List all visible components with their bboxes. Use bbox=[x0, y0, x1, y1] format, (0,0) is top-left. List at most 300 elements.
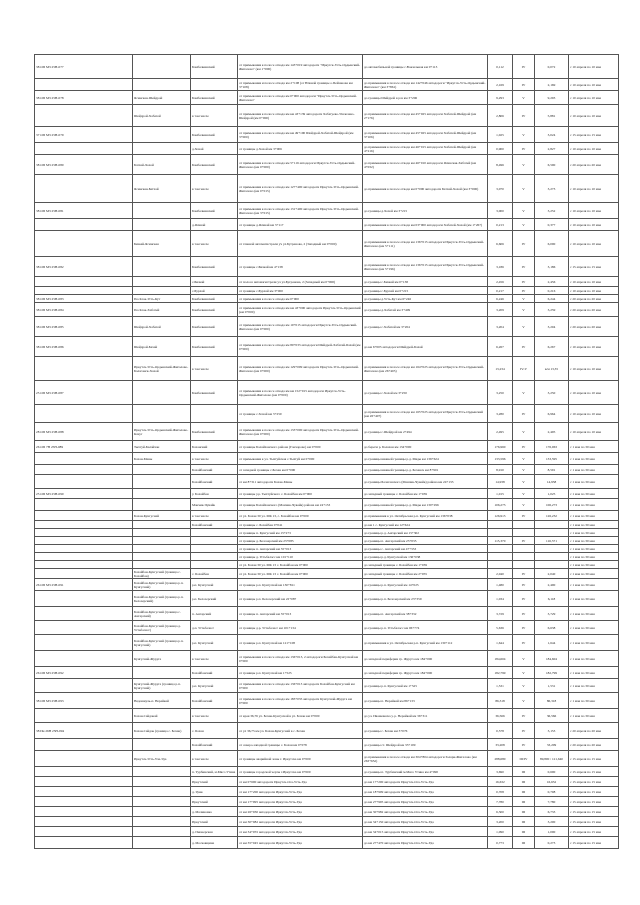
length-cell: 5,636 bbox=[488, 621, 513, 635]
road-id-cell: 38 ОП МЗ 25Н-082 bbox=[35, 257, 133, 277]
district-cell bbox=[191, 553, 238, 561]
road-name-cell bbox=[133, 837, 191, 849]
table-row bbox=[35, 591, 619, 607]
length-cell: 2,169 bbox=[488, 79, 513, 91]
length-cell: 0,217 bbox=[488, 287, 513, 295]
road-name-cell: Бохайбан-Кунгуснай (граница р.п. Белозерский) bbox=[133, 591, 191, 607]
district-cell: р.п. Белозерский bbox=[191, 591, 238, 607]
length-cell bbox=[488, 561, 513, 569]
road-name-cell: Бохайбан-Кунгуснай (граница д. Устьбаласс) bbox=[133, 621, 191, 635]
road-id-cell bbox=[35, 453, 133, 465]
table-row bbox=[35, 231, 619, 257]
category-cell bbox=[513, 561, 535, 569]
category-cell: V bbox=[513, 317, 535, 337]
table-row bbox=[35, 607, 619, 621]
end-point-cell: до западный границы с. Бохайбан км 1+039 bbox=[363, 561, 488, 569]
start-point-cell: от границы д.Хохой км 3+006 bbox=[238, 143, 363, 155]
road-id-cell bbox=[35, 475, 133, 489]
table-row bbox=[35, 777, 619, 787]
end-point-cell: до границы с.Бизкай км 0+138 bbox=[363, 277, 488, 287]
road-name-cell bbox=[133, 79, 191, 91]
category-cell: IV bbox=[513, 79, 535, 91]
table-row bbox=[35, 489, 619, 499]
table-row bbox=[35, 475, 619, 489]
district-cell: с. Бохан bbox=[191, 723, 238, 739]
restricted-length-cell: 1,025 bbox=[535, 489, 569, 499]
category-cell: V bbox=[513, 175, 535, 203]
road-name-cell: Ясинская-Батхай bbox=[133, 175, 191, 203]
end-point-cell: до примыкания к полосе отвода км 136+015 автодороги Иркутск-Усть-Ордынский-Жигалово (км 5+111) bbox=[363, 231, 488, 257]
table-row bbox=[35, 511, 619, 521]
road-name-cell bbox=[133, 127, 191, 143]
start-point-cell: от границы п. Ангарский км 35+013 bbox=[238, 545, 363, 553]
start-point-cell: от примыкания к полосе отвода км 143+019 автодороги "Иркутск-Усть-Ордынский-Жигалово" (км 1+000) bbox=[238, 55, 363, 79]
length-cell: 115,370 bbox=[488, 537, 513, 545]
start-point-cell: от примыкания к полосе отвода км 183+035 автодороги Кунгуснай-Журуга км 0+000 bbox=[238, 693, 363, 709]
road-id-cell bbox=[35, 607, 133, 621]
start-point-cell: от км 35+045 автодороги Иркутск-Усть-Уда bbox=[238, 837, 363, 849]
table-row bbox=[35, 105, 619, 127]
length-cell: 3,200 bbox=[488, 817, 513, 827]
road-name-cell bbox=[133, 767, 191, 777]
length-cell: 184,604 bbox=[488, 651, 513, 667]
table-row bbox=[35, 723, 619, 739]
length-cell: 9,293 bbox=[488, 91, 513, 105]
length-cell: 6,300 bbox=[488, 807, 513, 817]
road-name-cell: Кунгуснай-Журуга bbox=[133, 651, 191, 667]
start-point-cell: от км 30+982 автодороги Иркутск-Усть-Уда bbox=[238, 817, 363, 827]
table-row bbox=[35, 561, 619, 569]
category-cell: IV bbox=[513, 257, 535, 277]
road-name-cell bbox=[133, 489, 191, 499]
start-point-cell: от примыкания к полосе отвода км 136+013, 2 автодороги Бохайбан-Кунгуснай км 0+000 bbox=[238, 651, 363, 667]
length-cell: 2,806 bbox=[488, 105, 513, 127]
end-point-cell: до примыкания к ул. Октябрьская р.п. Кунгуснай км 136+038 bbox=[363, 511, 488, 521]
district-cell: Бохайбанский bbox=[191, 739, 238, 751]
road-id-cell bbox=[35, 651, 133, 667]
restricted-length-cell: 16,632 bbox=[535, 777, 569, 787]
district-cell: п. Турбинский, м.Мясо Утина bbox=[191, 767, 238, 777]
period-cell: с 10 апреля по 10 мая bbox=[569, 287, 619, 295]
length-cell: 7,780 bbox=[488, 797, 513, 807]
road-name-cell: Батхай-Хохой bbox=[133, 155, 191, 175]
restricted-length-cell: 0,273 bbox=[535, 837, 569, 849]
road-name-cell: Бохан-Сайдак (граница с. Бохан) bbox=[133, 723, 191, 739]
road-name-cell: Посёлок-Хабатей bbox=[133, 303, 191, 317]
length-cell: 288,680 bbox=[488, 751, 513, 767]
restricted-length-cell: 3,204 bbox=[535, 317, 569, 337]
period-cell: с 1 мая по 30 мая bbox=[569, 489, 619, 499]
district-cell: Бамбалкинский bbox=[191, 295, 238, 303]
district-cell: в том числе bbox=[191, 453, 238, 465]
road-name-cell bbox=[133, 561, 191, 569]
document-sheet bbox=[34, 54, 618, 849]
end-point-cell: до западный границы с. Бохайбан км 1+039 bbox=[363, 489, 488, 499]
table-row bbox=[35, 127, 619, 143]
length-cell: 2,456 bbox=[488, 277, 513, 287]
length-cell: 6,267 bbox=[488, 337, 513, 357]
district-cell bbox=[191, 561, 238, 569]
restricted-length-cell: 3,200 bbox=[535, 817, 569, 827]
road-name-cell bbox=[133, 827, 191, 837]
category-cell: III bbox=[513, 797, 535, 807]
end-point-cell: до западной периферии гр. Журуга км 184+000 bbox=[363, 651, 488, 667]
road-name-cell bbox=[133, 143, 191, 155]
length-cell: 133,596 bbox=[488, 453, 513, 465]
start-point-cell: от примыкания к полосе отвода км 0+000 автодороги "Иркутск-Усть-Ордынский-Жигалово" bbox=[238, 91, 363, 105]
start-point-cell: от границы д.Ясинай км 3+117 bbox=[238, 219, 363, 231]
table-row bbox=[35, 797, 619, 807]
end-point-cell: до км 34+150 автодороги Иркутск-Оса-Усть-Уда bbox=[363, 817, 488, 827]
end-point-cell: до границы д.Хохой км 3+215 bbox=[363, 203, 488, 219]
category-cell: V bbox=[513, 679, 535, 693]
road-id-cell bbox=[35, 817, 133, 827]
district-cell: в том числе bbox=[191, 709, 238, 723]
category-cell: V bbox=[513, 475, 535, 489]
restricted-length-cell: 182,799 bbox=[535, 667, 569, 679]
category-cell: IV bbox=[513, 143, 535, 155]
category-cell: III bbox=[513, 777, 535, 787]
restricted-length-cell: 0,377 bbox=[535, 219, 569, 231]
length-cell bbox=[488, 529, 513, 537]
restricted-length-cell: 1,090 bbox=[535, 827, 569, 837]
category-cell: V bbox=[513, 303, 535, 317]
length-cell: 182,799 bbox=[488, 667, 513, 679]
road-name-cell bbox=[133, 203, 191, 219]
category-cell: V bbox=[513, 453, 535, 465]
restricted-length-cell: 2,169 bbox=[535, 79, 569, 91]
period-cell: с 1 мая по 30 мая bbox=[569, 499, 619, 511]
district-cell: Бохайбанский bbox=[191, 667, 238, 679]
length-cell: 36,566 bbox=[488, 709, 513, 723]
restricted-length-cell: 36,566 bbox=[535, 709, 569, 723]
category-cell: IV bbox=[513, 337, 535, 357]
period-cell: с 20 апреля по 20 мая bbox=[569, 155, 619, 175]
category-cell: IV bbox=[513, 635, 535, 651]
road-id-cell: 26 ОП МЗ 25Н-091 bbox=[35, 579, 133, 591]
table-row bbox=[35, 405, 619, 423]
period-cell: с 1 мая по 30 мая bbox=[569, 545, 619, 553]
district-cell: д.Хохой bbox=[191, 143, 238, 155]
table-row bbox=[35, 55, 619, 79]
road-id-cell bbox=[35, 827, 133, 837]
category-cell: III bbox=[513, 827, 535, 837]
period-cell: с 1 мая по 30 мая bbox=[569, 553, 619, 561]
road-name-cell: Бохайбан-Кунгуснай (граница с. Ангарский) bbox=[133, 607, 191, 621]
period-cell: с 1 мая по 30 мая bbox=[569, 441, 619, 453]
restricted-length-cell: 3,259 bbox=[535, 303, 569, 317]
restricted-length-cell: 6,590 bbox=[535, 155, 569, 175]
road-name-cell bbox=[133, 777, 191, 787]
table-row bbox=[35, 807, 619, 817]
road-id-cell bbox=[35, 499, 133, 511]
end-point-cell: до границы п. Нерайкай км 86+133 bbox=[363, 693, 488, 709]
district-cell: Бамбалкинский bbox=[191, 127, 238, 143]
end-point-cell: до границы с.Хохой км 3+250 bbox=[363, 381, 488, 405]
period-cell: с 20 апреля по 20 мая bbox=[569, 739, 619, 751]
end-point-cell: до км 30+982 автодороги Иркутск-Оса-Усть-Уда bbox=[363, 807, 488, 817]
table-row bbox=[35, 817, 619, 827]
period-cell: с 10 апреля по 10 мая bbox=[569, 219, 619, 231]
length-cell: 86,318 bbox=[488, 693, 513, 709]
district-cell bbox=[191, 79, 238, 91]
table-row bbox=[35, 219, 619, 231]
category-cell: IV bbox=[513, 511, 535, 521]
start-point-cell: от границы д.р. Устьбаласс км 101+134 bbox=[238, 621, 363, 635]
start-point-cell: от границы Балайханского (Манчик-Чувайк) района км 24+133 bbox=[238, 499, 363, 511]
length-cell: 0,900 bbox=[488, 143, 513, 155]
length-cell: 0,708 bbox=[488, 787, 513, 797]
period-cell: с 15 апреля по 15 мая bbox=[569, 817, 619, 827]
category-cell bbox=[513, 529, 535, 537]
start-point-cell: от границы Балайханского района (Гончарово) км 0+000 bbox=[238, 441, 363, 453]
road-name-cell bbox=[133, 529, 191, 537]
table-row bbox=[35, 739, 619, 751]
period-cell: с 10 апреля по 10 мая bbox=[569, 337, 619, 357]
district-cell: р.п. Кунгуснай bbox=[191, 579, 238, 591]
period-cell: с 1 мая по 30 мая bbox=[569, 521, 619, 529]
table-row bbox=[35, 621, 619, 635]
restricted-length-cell: 6,733 bbox=[535, 807, 569, 817]
category-cell: IV bbox=[513, 537, 535, 545]
length-cell: 3,729 bbox=[488, 607, 513, 621]
restricted-length-cell: 6,638 bbox=[535, 621, 569, 635]
length-cell: 2,040 bbox=[488, 569, 513, 579]
restricted-length-cell: 3,250 bbox=[535, 381, 569, 405]
road-name-cell bbox=[133, 667, 191, 679]
end-point-cell: до автомобильной границы с.Вокзальная км 0+113 bbox=[363, 55, 488, 79]
road-id-cell bbox=[35, 105, 133, 127]
category-cell bbox=[513, 521, 535, 529]
road-id-cell bbox=[35, 553, 133, 561]
road-name-cell: Иркутск-Усть-Ордынский-Жигалово-Качуг bbox=[133, 423, 191, 441]
restricted-length-cell: 86,318 bbox=[535, 693, 569, 709]
restricted-length-cell bbox=[535, 529, 569, 537]
table-row bbox=[35, 295, 619, 303]
district-cell: Иркутский bbox=[191, 797, 238, 807]
period-cell: с 1 мая по 30 мая bbox=[569, 709, 619, 723]
end-point-cell: до примыкания к ул. Октябрьская р.п. Кунгуснай км 130+112 bbox=[363, 635, 488, 651]
period-cell: с 15 апреля по 15 мая bbox=[569, 767, 619, 777]
road-name-cell: Бохан-Кунгуснай bbox=[133, 511, 191, 521]
end-point-cell: до границы с.Шейдрой км 2+494 bbox=[363, 423, 488, 441]
category-cell: V bbox=[513, 127, 535, 143]
restricted-length-cell: 0,708 bbox=[535, 787, 569, 797]
period-cell: с 10 апреля по 10 мая bbox=[569, 381, 619, 405]
length-cell: 1,480 bbox=[488, 579, 513, 591]
start-point-cell: от ул 36,75 км ул. Бохан-Кунгуснай в с. Бохан bbox=[238, 723, 363, 739]
length-cell: 8,910 bbox=[488, 465, 513, 475]
length-cell: 0,213 bbox=[488, 219, 513, 231]
district-cell: в том числе bbox=[191, 651, 238, 667]
end-point-cell: до примыкания к полосе отвода км 165+025 автодороги Иркутск-Усть-Ордынский (км 26+407) bbox=[363, 405, 488, 423]
end-point-cell: до примыкания к полосе отвода км 46+015 автодороги Хабатей-Шейдрой (км 4+216) bbox=[363, 143, 488, 155]
start-point-cell: от примыкания к полосе отвода км км 43+000 автодороги Иркутск-Усть-Ордынский (км 0+000) bbox=[238, 303, 363, 317]
length-cell: 16,632 bbox=[488, 777, 513, 787]
period-cell: с 20 апреля по 20 мая bbox=[569, 723, 619, 739]
period-cell: с 15 апреля по 15 мая bbox=[569, 257, 619, 277]
road-name-cell bbox=[133, 499, 191, 511]
table-row bbox=[35, 537, 619, 545]
district-cell: Боханский bbox=[191, 441, 238, 453]
start-point-cell: от км 17+995 автодороги Иркутск-Усть-Уда bbox=[238, 797, 363, 807]
road-name-cell: Шейдрой-Бахай bbox=[133, 337, 191, 357]
length-cell: 1,015 bbox=[488, 489, 513, 499]
period-cell: с 20 апреля по 20 мая bbox=[569, 317, 619, 337]
restricted-length-cell: 89,800 / 121,640 bbox=[535, 751, 569, 767]
restricted-length-cell: 0,072 bbox=[535, 55, 569, 79]
period-cell: с 10 апреля по 10 мая bbox=[569, 405, 619, 423]
district-cell bbox=[191, 529, 238, 537]
road-id-cell bbox=[35, 511, 133, 521]
road-id-cell bbox=[35, 569, 133, 579]
category-cell: IV bbox=[513, 231, 535, 257]
road-name-cell bbox=[133, 465, 191, 475]
start-point-cell: от ул. Бохан 30 ул. МК 13, с. Бохайбан км 0+000 bbox=[238, 511, 363, 521]
category-cell: V bbox=[513, 219, 535, 231]
road-id-cell bbox=[35, 621, 133, 635]
length-cell: 0,112 bbox=[488, 55, 513, 79]
restricted-length-cell: 3,186 bbox=[535, 257, 569, 277]
period-cell: с 15 апреля по 15 мая bbox=[569, 777, 619, 787]
category-cell: V bbox=[513, 667, 535, 679]
restricted-length-cell: 2,490 bbox=[535, 579, 569, 591]
length-cell bbox=[488, 521, 513, 529]
road-id-cell bbox=[35, 287, 133, 295]
road-name-cell: Бохан-Сайдакай bbox=[133, 709, 191, 723]
restricted-length-cell: 133,595 bbox=[535, 453, 569, 465]
end-point-cell: до границы с. Бохан км 3+076 bbox=[363, 723, 488, 739]
road-name-cell bbox=[133, 287, 191, 295]
start-point-cell: от полосе автомагистрали уч ул.Бугранова, 2 (Западный км 0+000) bbox=[238, 277, 363, 287]
road-id-cell bbox=[35, 465, 133, 475]
category-cell: V bbox=[513, 651, 535, 667]
restricted-length-cell: в/м 13,35 bbox=[535, 357, 569, 381]
district-cell: д.п. Устьбаласс bbox=[191, 621, 238, 635]
length-cell: 1,025 bbox=[488, 127, 513, 143]
district-cell: д.Ясинай bbox=[191, 219, 238, 231]
restricted-length-cell: 1,644 bbox=[535, 635, 569, 651]
table-row bbox=[35, 667, 619, 679]
category-cell: IV bbox=[513, 739, 535, 751]
period-cell: с 1 мая по 30 мая bbox=[569, 693, 619, 709]
category-cell: IV bbox=[513, 441, 535, 453]
end-point-cell: до км 34+015 автодороги Иркутск-Оса-Усть-Уда bbox=[363, 827, 488, 837]
restricted-length-cell: 3,024 bbox=[535, 127, 569, 143]
category-cell: III/IV bbox=[513, 751, 535, 767]
end-point-cell: до примыкания к полосе отвода км 0+000 автодороги Батхай-Хохой (км 3+000) bbox=[363, 175, 488, 203]
period-cell: с 1 мая по 30 мая bbox=[569, 529, 619, 537]
road-id-cell bbox=[35, 635, 133, 651]
period-cell: с 10 апреля по 10 мая bbox=[569, 231, 619, 257]
district-cell: с. Бохайбан bbox=[191, 569, 238, 579]
road-id-cell bbox=[35, 545, 133, 553]
district-cell: Бохайбанский bbox=[191, 521, 238, 529]
period-cell: с 1 мая по 30 мая bbox=[569, 537, 619, 545]
table-body bbox=[35, 55, 619, 849]
category-cell: IV bbox=[513, 723, 535, 739]
road-id-cell bbox=[35, 797, 133, 807]
start-point-cell: от границы п. Ангарский км 35+013 bbox=[238, 607, 363, 621]
road-id-cell bbox=[35, 231, 133, 257]
length-cell: 13,234 bbox=[488, 357, 513, 381]
road-id-cell: 38 Ин 26Н 25Н-094 bbox=[35, 723, 133, 739]
road-id-cell bbox=[35, 175, 133, 203]
district-cell: в том числе bbox=[191, 105, 238, 127]
restricted-length-cell: 3,729 bbox=[535, 607, 569, 621]
road-schedule-table bbox=[34, 54, 619, 849]
length-cell: 0,578 bbox=[488, 723, 513, 739]
road-id-cell bbox=[35, 777, 133, 787]
road-id-cell: 38 ОП МЗ 25Н-078 bbox=[35, 91, 133, 105]
road-id-cell bbox=[35, 739, 133, 751]
category-cell: V bbox=[513, 91, 535, 105]
table-row bbox=[35, 381, 619, 405]
table-row bbox=[35, 751, 619, 767]
period-cell: с 1 мая по 30 мая bbox=[569, 561, 619, 569]
period-cell: с 10 апреля по 10 мая bbox=[569, 79, 619, 91]
district-cell: с.Бизкай bbox=[191, 277, 238, 287]
start-point-cell: от км 17+200 автодороги Иркутск-Усть-Уда bbox=[238, 787, 363, 797]
road-name-cell bbox=[133, 553, 191, 561]
road-id-cell bbox=[35, 405, 133, 423]
length-cell: 3,204 bbox=[488, 317, 513, 337]
end-point-cell: до км 1 с. Кунгуснай км 12+624 bbox=[363, 521, 488, 529]
table-row bbox=[35, 155, 619, 175]
end-point-cell: до западный границы с. Бохайбан км 2+055 bbox=[363, 569, 488, 579]
table-row bbox=[35, 651, 619, 667]
period-cell: с 10 апреля по 10 мая bbox=[569, 55, 619, 79]
end-point-cell: до границы ст. Шейдрой км 33+109 bbox=[363, 739, 488, 751]
table-row bbox=[35, 287, 619, 295]
road-id-cell: 38 ОП МЗ 25Н-084 bbox=[35, 303, 133, 317]
period-cell: с 1 мая по 30 мая bbox=[569, 679, 619, 693]
length-cell: 126,913 bbox=[488, 511, 513, 521]
category-cell: V bbox=[513, 423, 535, 441]
category-cell: V bbox=[513, 381, 535, 405]
table-row bbox=[35, 357, 619, 381]
district-cell: Бамбалкинский bbox=[191, 257, 238, 277]
district-cell: Бамбалкинский bbox=[191, 203, 238, 219]
category-cell: V bbox=[513, 465, 535, 475]
table-row bbox=[35, 767, 619, 777]
table-row bbox=[35, 693, 619, 709]
road-name-cell: Бохайбан-Кунгуснай (граница р.п. Кунгуснай) bbox=[133, 579, 191, 591]
restricted-length-cell: 0,690 bbox=[535, 767, 569, 777]
road-id-cell bbox=[35, 787, 133, 797]
road-name-cell bbox=[133, 475, 191, 489]
period-cell: с 10 апреля по 10 мая bbox=[569, 105, 619, 127]
restricted-length-cell: 33,209 bbox=[535, 739, 569, 751]
end-point-cell: до км 6+005 автодороги Шейдрой-Бахай bbox=[363, 337, 488, 357]
district-cell: Бохайбанский bbox=[191, 475, 238, 489]
category-cell: V bbox=[513, 499, 535, 511]
end-point-cell: до границы р.п. Кунгуснай км 1+525 bbox=[363, 679, 488, 693]
road-name-cell bbox=[133, 545, 191, 553]
table-row bbox=[35, 175, 619, 203]
table-row bbox=[35, 529, 619, 537]
period-cell: с 20 апреля по 20 мая bbox=[569, 295, 619, 303]
end-point-cell: до границы с.Хабатей км 3+204 bbox=[363, 317, 488, 337]
end-point-cell: до границы с.Бурхай км 0+215 bbox=[363, 287, 488, 295]
road-name-cell: Бохайбан-Кунгуснай (граница с. Бохайбан) bbox=[133, 569, 191, 579]
start-point-cell: от км 8+311 автодороги Бохан-Маны bbox=[238, 475, 363, 489]
table-row bbox=[35, 837, 619, 849]
end-point-cell: до границы нижней границы р.д. Мяды км 136+624 bbox=[363, 453, 488, 465]
road-id-cell bbox=[35, 679, 133, 693]
category-cell: IV bbox=[513, 287, 535, 295]
district-cell: в том числе bbox=[191, 751, 238, 767]
